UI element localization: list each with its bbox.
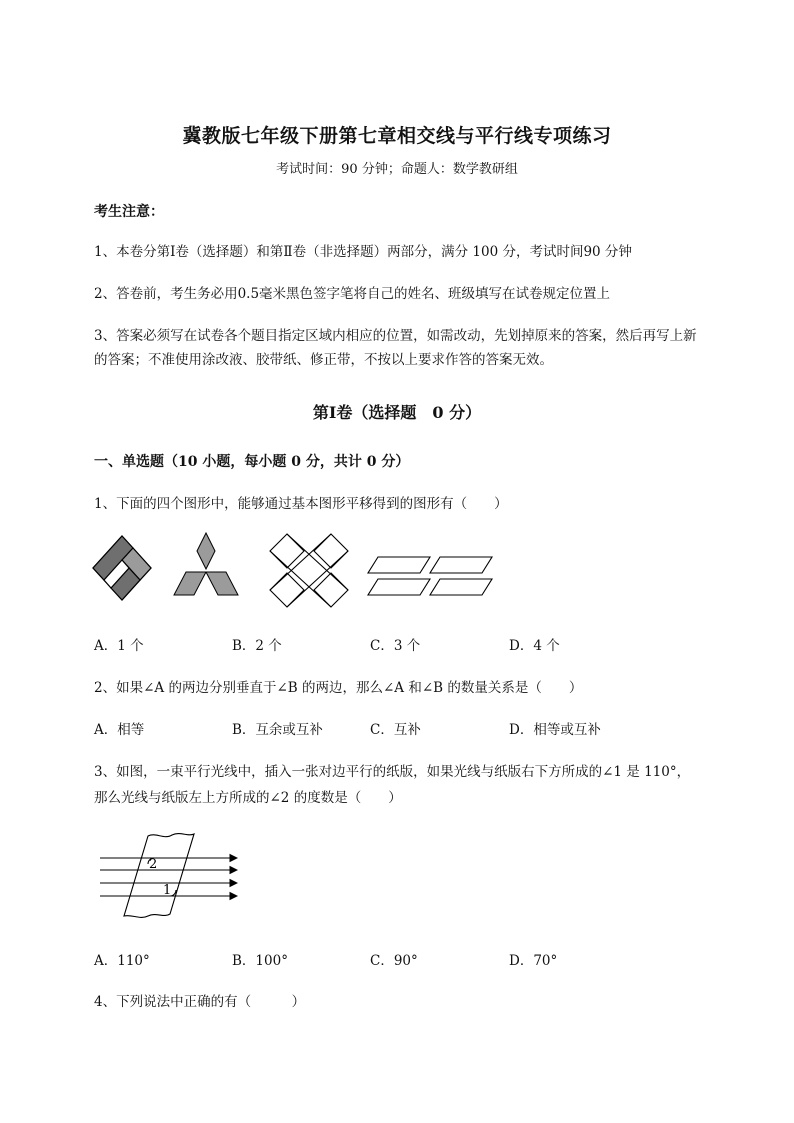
notice-heading: 考生注意： bbox=[94, 204, 164, 220]
document-title: 冀教版七年级下册第七章相交线与平行线专项练习 bbox=[182, 125, 612, 147]
notice-item-2: 2、答卷前，考生务必用0.5毫米黑色签字笔将自己的姓名、班级填写在试卷规定位置上 bbox=[94, 286, 611, 302]
question-3-stem-line-1: 3、如图，一束平行光线中，插入一张对边平行的纸版，如果光线与纸版右下方所成的∠1 是 110°， bbox=[94, 764, 691, 780]
document-subtitle: 考试时间：90 分钟；命题人：数学教研组 bbox=[276, 162, 518, 177]
q3-option-a[interactable]: A．110° bbox=[94, 953, 150, 969]
q1-option-b[interactable]: B．2 个 bbox=[232, 638, 282, 654]
question-2-stem: 2、如果∠A 的两边分别垂直于∠B 的两边，那么∠A 和∠B 的数量关系是（ ） bbox=[94, 680, 583, 696]
q2-option-d[interactable]: D．相等或互补 bbox=[509, 722, 601, 738]
part-heading: 一、单选题（10 小题，每小题 0 分，共计 0 分） bbox=[94, 454, 410, 470]
question-1-stem: 1、下面的四个图形中，能够通过基本图形平移得到的图形有（ ） bbox=[94, 496, 508, 512]
q1-option-c[interactable]: C．3 个 bbox=[370, 638, 421, 654]
q1-option-a[interactable]: A．1 个 bbox=[94, 638, 144, 654]
q3-option-c[interactable]: C．90° bbox=[370, 953, 418, 969]
angle-2-label: 2 bbox=[149, 857, 158, 872]
q1-figure-2 bbox=[168, 531, 244, 601]
section-title: 第Ⅰ卷（选择题 0 分） bbox=[312, 403, 482, 422]
q2-option-c[interactable]: C．互补 bbox=[370, 722, 421, 738]
question-3-stem-line-2: 那么光线与纸版左上方所成的∠2 的度数是（ ） bbox=[94, 790, 402, 806]
q3-option-d[interactable]: D．70° bbox=[509, 953, 558, 969]
q3-figure bbox=[94, 828, 244, 928]
angle-1-label: 1 bbox=[163, 883, 172, 898]
q2-option-a[interactable]: A．相等 bbox=[94, 722, 145, 738]
notice-item-1: 1、本卷分第Ⅰ卷（选择题）和第Ⅱ卷（非选择题）两部分，满分 100 分，考试时间90 分钟 bbox=[94, 244, 632, 260]
question-4-stem: 4、下列说法中正确的有（ ） bbox=[94, 994, 306, 1010]
q1-figure-1 bbox=[90, 533, 154, 603]
q1-figure-4 bbox=[364, 551, 496, 603]
q1-option-d[interactable]: D．4 个 bbox=[509, 638, 560, 654]
q1-figure-3 bbox=[266, 531, 352, 611]
notice-item-3: 3、答案必须写在试卷各个题目指定区域内相应的位置，如需改动，先划掉原来的答案，然后再写上新的答案；不准使用涂改液、胶带纸、修正带，不按以上要求作答的答案无效。 bbox=[94, 328, 697, 368]
q3-option-b[interactable]: B．100° bbox=[232, 953, 288, 969]
q2-option-b[interactable]: B．互余或互补 bbox=[232, 722, 323, 738]
